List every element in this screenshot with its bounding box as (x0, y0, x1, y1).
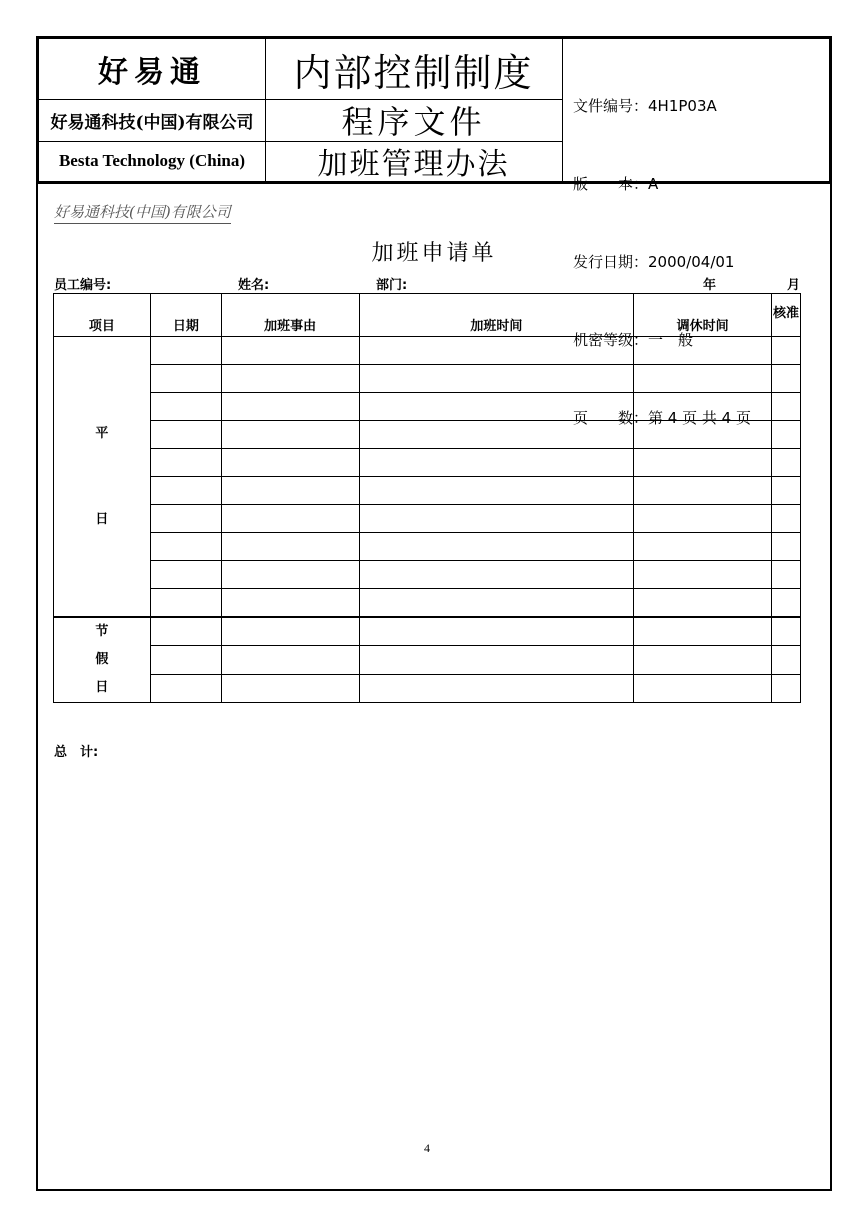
company-name-cn: 好易通科技(中国)有限公司 (50, 112, 254, 133)
header-rule-1 (39, 99, 562, 100)
col-header-ot-time: 加班时间 (359, 294, 634, 337)
reason-cell[interactable] (221, 477, 359, 505)
comp-time-cell[interactable] (634, 505, 772, 533)
row-group-char: 节 (95, 624, 109, 639)
header-divider-2 (562, 39, 563, 181)
ot-time-cell[interactable] (359, 393, 634, 421)
title-type: 程序文件 (341, 103, 486, 141)
company-subtitle: 好易通科技(中国)有限公司 (54, 201, 231, 224)
col-header-reason: 加班事由 (221, 294, 359, 337)
date-cell[interactable] (150, 617, 221, 646)
meta-version: 版 本：A (573, 175, 659, 193)
table-row (54, 337, 801, 365)
comp-time-cell[interactable] (634, 646, 772, 674)
employee-no-label: 员工编号: (54, 278, 112, 293)
approve-cell[interactable] (772, 337, 801, 365)
approve-cell[interactable] (772, 589, 801, 618)
reason-cell[interactable] (221, 533, 359, 561)
month-label: 月 (787, 278, 801, 293)
table-row (54, 365, 801, 393)
approve-cell[interactable] (772, 449, 801, 477)
title-doc: 加班管理办法 (317, 147, 510, 182)
ot-time-cell[interactable] (359, 421, 634, 449)
approve-cell[interactable] (772, 505, 801, 533)
total-label: 总 计: (54, 745, 99, 760)
approve-cell[interactable] (772, 646, 801, 674)
table-row (54, 505, 801, 533)
table-row (54, 449, 801, 477)
row-group-char: 假 (95, 652, 109, 667)
table-row (54, 421, 801, 449)
year-label: 年 (703, 278, 717, 293)
reason-cell[interactable] (221, 646, 359, 674)
comp-time-cell[interactable] (634, 561, 772, 589)
form-title: 加班申请单 (371, 241, 497, 266)
date-cell[interactable] (150, 674, 221, 702)
comp-time-cell[interactable] (634, 337, 772, 365)
meta-issue-date: 发行日期：2000/04/01 (573, 253, 735, 271)
weekday-section (54, 337, 801, 618)
table-row (54, 533, 801, 561)
approve-cell[interactable] (772, 365, 801, 393)
ot-time-cell[interactable] (359, 646, 634, 674)
approve-cell[interactable] (772, 477, 801, 505)
holiday-section (54, 617, 801, 703)
reason-cell[interactable] (221, 337, 359, 365)
ot-time-cell[interactable] (359, 337, 634, 365)
table-row (54, 561, 801, 589)
reason-cell[interactable] (221, 674, 359, 702)
approve-cell[interactable] (772, 533, 801, 561)
approve-cell[interactable] (772, 617, 801, 646)
comp-time-cell[interactable] (634, 674, 772, 702)
col-header-date: 日期 (150, 294, 221, 337)
approve-cell[interactable] (772, 421, 801, 449)
comp-time-cell[interactable] (634, 533, 772, 561)
title-main: 内部控制制度 (293, 50, 534, 95)
ot-time-cell[interactable] (359, 477, 634, 505)
col-header-approve: 核准 (772, 294, 801, 337)
approve-cell[interactable] (772, 561, 801, 589)
ot-time-cell[interactable] (359, 589, 634, 618)
ot-time-cell[interactable] (359, 561, 634, 589)
table-row (54, 477, 801, 505)
reason-cell[interactable] (221, 561, 359, 589)
date-cell[interactable] (150, 561, 221, 589)
header-divider-1 (265, 39, 266, 181)
table-row (54, 393, 801, 421)
date-cell[interactable] (150, 421, 221, 449)
comp-time-cell[interactable] (634, 393, 772, 421)
date-cell[interactable] (150, 505, 221, 533)
date-cell[interactable] (150, 646, 221, 674)
comp-time-cell[interactable] (634, 589, 772, 618)
col-header-item: 项目 (54, 294, 151, 337)
comp-time-cell[interactable] (634, 421, 772, 449)
ot-time-cell[interactable] (359, 533, 634, 561)
table-row (54, 617, 801, 646)
date-cell[interactable] (150, 365, 221, 393)
comp-time-cell[interactable] (634, 477, 772, 505)
reason-cell[interactable] (221, 393, 359, 421)
row-group-char: 平 (95, 425, 109, 441)
date-cell[interactable] (150, 477, 221, 505)
table-row (54, 589, 801, 618)
approve-cell[interactable] (772, 674, 801, 702)
date-cell[interactable] (150, 449, 221, 477)
row-group-char: 日 (95, 511, 109, 527)
ot-time-cell[interactable] (359, 505, 634, 533)
dept-label: 部门: (376, 278, 408, 293)
meta-secrecy: 机密等级：一 般 (573, 331, 694, 349)
table-header-row (54, 294, 801, 337)
page-number: 4 (424, 1141, 430, 1155)
header-rule-2 (39, 141, 562, 142)
date-cell[interactable] (150, 589, 221, 618)
ot-time-cell[interactable] (359, 674, 634, 702)
reason-cell[interactable] (221, 421, 359, 449)
company-logo: 好易通 (98, 55, 206, 90)
table-row (54, 674, 801, 702)
comp-time-cell[interactable] (634, 449, 772, 477)
row-group-label (54, 337, 151, 618)
name-label: 姓名: (238, 278, 270, 293)
reason-cell[interactable] (221, 617, 359, 646)
ot-time-cell[interactable] (359, 449, 634, 477)
meta-pages: 页 数：第 4 页 共 4 页 (573, 409, 751, 427)
col-header-comp-time: 调休时间 (634, 294, 772, 337)
reason-cell[interactable] (221, 365, 359, 393)
overtime-table (53, 293, 801, 703)
approve-cell[interactable] (772, 393, 801, 421)
ot-time-cell[interactable] (359, 617, 634, 646)
table-row (54, 646, 801, 674)
reason-cell[interactable] (221, 505, 359, 533)
ot-time-cell[interactable] (359, 365, 634, 393)
comp-time-cell[interactable] (634, 365, 772, 393)
reason-cell[interactable] (221, 449, 359, 477)
date-cell[interactable] (150, 533, 221, 561)
reason-cell[interactable] (221, 589, 359, 618)
company-name-en: Besta Technology (China) (58, 151, 246, 170)
comp-time-cell[interactable] (634, 617, 772, 646)
date-cell[interactable] (150, 393, 221, 421)
date-cell[interactable] (150, 337, 221, 365)
row-group-char: 日 (95, 680, 109, 695)
row-group-label (54, 617, 151, 703)
meta-doc-no: 文件编号：4H1P03A (573, 97, 717, 115)
